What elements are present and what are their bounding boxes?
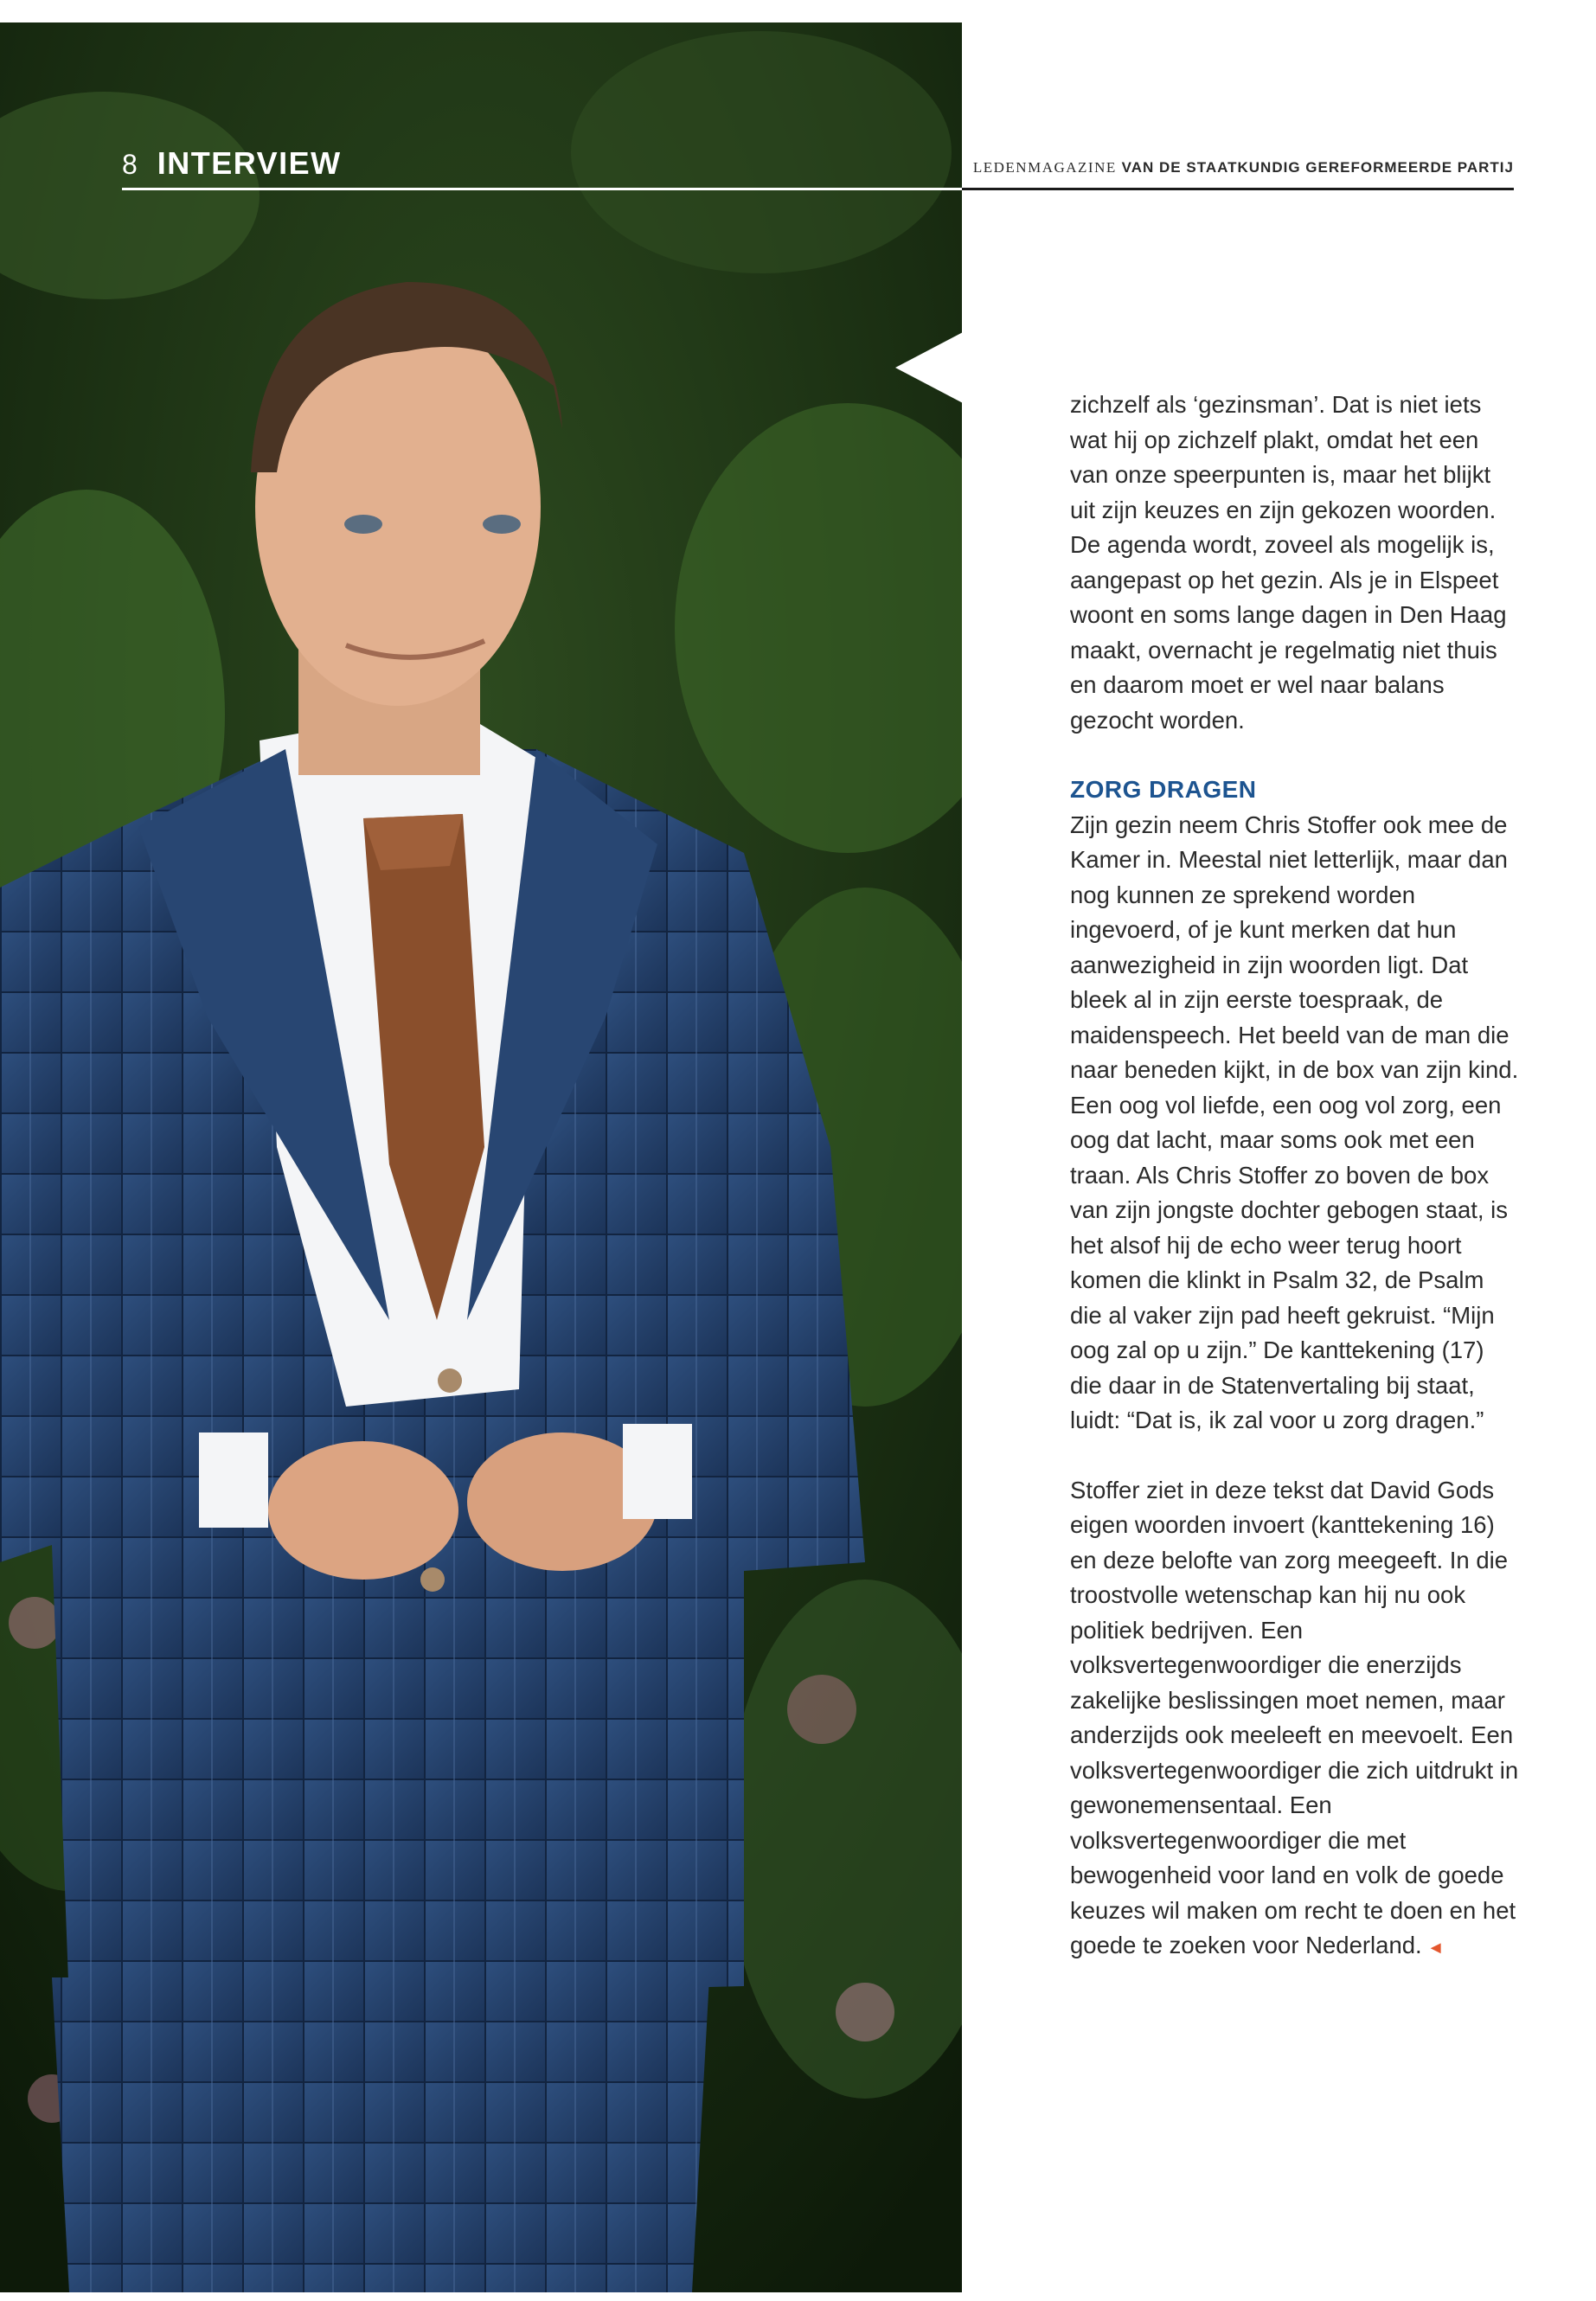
spacer [1070,738,1520,772]
spacer [1070,1439,1520,1473]
subheading: ZORG DRAGEN [1070,776,1257,803]
paragraph-text: Stoffer ziet in deze tekst dat David Gods eigen woorden invoert (kanttekening 16) en deze belofte van zorg meegeeft. In die troostvolle wetenschap kan hij nu ook politiek bedrijven. Een volksvertegenwoordiger die enerzijds zakelijke beslissingen moet nemen, maar anderzijds ook meeleeft en meevoelt. Een volksvertegenwoordiger die zich uitdrukt in gewonemensentaal. Een volksvertegenwoordiger die met bewogenheid voor land en volk de goede keuzes wil maken om recht te doen en het goede te zoeken voor Nederland. [1070,1476,1519,1958]
paragraph: Zijn gezin neem Chris Stoffer ook mee de Kamer in. Meestal niet letterlijk, maar dan nog kunnen ze sprekend worden ingevoerd, of je kunt merken dat hun aanwezigheid in zijn woorden ligt. Dat bleek al in zijn eerste toespraak, de maidenspeech. Het beeld van de man die naar beneden kijkt, in de box van zijn kind. Een oog vol liefde, een oog vol zorg, een oog dat lacht, maar soms ook met een traan. Als Chris Stoffer zo boven de box van zijn jongste dochter gebogen staat, is het alsof hij de echo weer terug hoort komen die klinkt in Psalm 32, de Psalm die al vaker zijn pad heeft gekruist. “Mijn oog zal op u zijn.” De kanttekening (17) die daar in de Statenvertaling bij staat, luidt: “Dat is, ik zal voor u zorg dragen.” [1070,811,1519,1433]
paragraph: zichzelf als ‘gezinsman’. Dat is niet iets wat hij op zichzelf plakt, omdat het een van onze speerpunten is, maar het blijkt uit zijn keuzes en zijn gekozen woorden. De agenda wordt, zoveel als mogelijk is, aangepast op het gezin. Als je in Elspeet woont en soms lange dagen in Den Haag maakt, overnacht je regelmatig niet thuis en daarom moet er wel naar balans gezocht worden. [1070,391,1507,734]
paragraph [1070,1473,1520,1966]
article-body [1070,388,1520,1966]
end-mark-icon: ◄ [1426,1939,1445,1958]
notch-arrow-icon [895,331,965,404]
party-name: VAN DE STAATKUNDIG GEREFORMEERDE PARTIJ [1121,159,1514,176]
header-rule-on-photo [122,188,962,190]
section-title: INTERVIEW [157,145,342,181]
magazine-label: LEDENMAGAZINE [972,159,1117,176]
running-head [973,159,1514,176]
portrait-photo [0,22,962,2292]
page-header-left [122,145,342,187]
page-number: 8 [122,149,138,180]
